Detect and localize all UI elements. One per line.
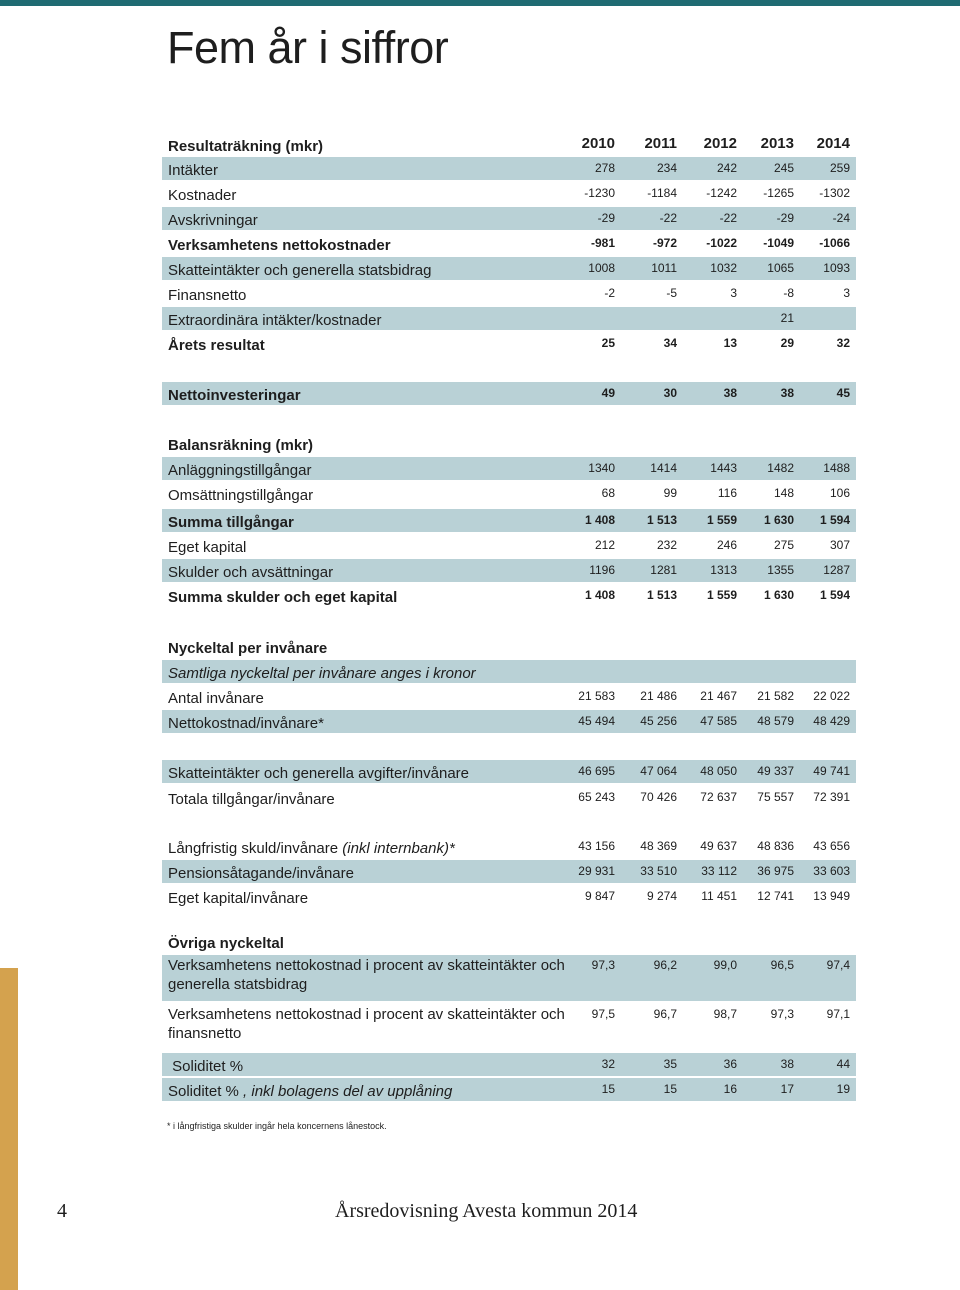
table-row xyxy=(162,1053,856,1076)
cell-value: 12 741 xyxy=(757,889,794,903)
row-label: Totala tillgångar/invånare xyxy=(168,791,335,808)
row-label: Finansnetto xyxy=(168,287,247,304)
cell-value: 1 559 xyxy=(706,588,737,602)
year-header: 2014 xyxy=(816,135,850,152)
row-label-italic: , inkl bolagens del av upplåning xyxy=(243,1083,453,1100)
cell-value: 97,3 xyxy=(770,1007,794,1021)
cell-value: -24 xyxy=(832,211,850,225)
per-capita-note: Samtliga nyckeltal per invånare anges i kronor xyxy=(168,665,476,682)
cell-value: 9 274 xyxy=(646,889,677,903)
row-label: Avskrivningar xyxy=(168,212,258,229)
row-label xyxy=(168,839,455,858)
table-row xyxy=(162,786,856,809)
cell-value: 45 256 xyxy=(640,714,677,728)
table-row xyxy=(162,584,856,607)
cell-value: 43 156 xyxy=(578,839,615,853)
cell-value: 75 557 xyxy=(757,790,794,804)
row-label: Anläggningstillgångar xyxy=(168,462,312,479)
cell-value: 49 741 xyxy=(813,764,850,778)
cell-value: -981 xyxy=(590,236,615,250)
cell-value: 29 931 xyxy=(578,864,615,878)
cell-value: 97,3 xyxy=(591,958,615,972)
cell-value: 29 xyxy=(780,336,794,350)
cell-value: 96,7 xyxy=(653,1007,677,1021)
cell-value: 30 xyxy=(663,386,677,400)
cell-value: 1 594 xyxy=(819,513,850,527)
per-capita-note-row xyxy=(162,660,856,683)
report-title: Årsredovisning Avesta kommun 2014 xyxy=(335,1200,638,1222)
year-header: 2012 xyxy=(703,135,737,152)
cell-value: 307 xyxy=(829,538,850,552)
cell-value: 1482 xyxy=(767,461,794,475)
cell-value: 1 559 xyxy=(706,513,737,527)
row-label: Extraordinära intäkter/kostnader xyxy=(168,312,382,329)
cell-value: 1 408 xyxy=(584,513,615,527)
cell-value: 33 603 xyxy=(813,864,850,878)
cell-value: 47 064 xyxy=(640,764,677,778)
cell-value: 15 xyxy=(663,1082,677,1096)
cell-value: 33 510 xyxy=(640,864,677,878)
table-row xyxy=(162,1004,856,1050)
cell-value: 1196 xyxy=(589,563,615,577)
cell-value: 259 xyxy=(829,161,850,175)
cell-value: -1066 xyxy=(819,236,850,250)
table-row xyxy=(162,207,856,230)
cell-value: 97,1 xyxy=(826,1007,850,1021)
cell-value: -1049 xyxy=(763,236,794,250)
row-label: Kostnader xyxy=(168,187,237,204)
table-row xyxy=(162,232,856,255)
row-label: Summa tillgångar xyxy=(168,514,294,531)
cell-value: 13 949 xyxy=(813,889,850,903)
table-row xyxy=(162,955,856,1001)
cell-value: 17 xyxy=(780,1082,794,1096)
row-label: Intäkter xyxy=(168,162,219,179)
cell-value: 16 xyxy=(723,1082,737,1096)
cell-value: 1011 xyxy=(651,261,677,275)
table-row xyxy=(162,182,856,205)
cell-value: 49 637 xyxy=(700,839,737,853)
cell-value: 275 xyxy=(773,538,794,552)
cell-value: 38 xyxy=(780,386,794,400)
cell-value: 35 xyxy=(663,1057,677,1071)
cell-value: 47 585 xyxy=(700,714,737,728)
cell-value: 72 391 xyxy=(813,790,850,804)
table-row xyxy=(162,332,856,355)
cell-value: -1230 xyxy=(584,186,615,200)
cell-value: 70 426 xyxy=(640,790,677,804)
cell-value: -1022 xyxy=(706,236,737,250)
cell-value: 48 050 xyxy=(700,764,737,778)
cell-value: 22 022 xyxy=(813,689,850,703)
cell-value: 43 656 xyxy=(813,839,850,853)
cell-value: 1287 xyxy=(823,563,850,577)
row-label: Verksamhetens nettokostnad i procent av skatteintäkter och finansnetto xyxy=(168,1006,565,1042)
cell-value: -1265 xyxy=(763,186,794,200)
cell-value: 21 582 xyxy=(757,689,794,703)
table-row xyxy=(162,710,856,733)
row-label: Skulder och avsättningar xyxy=(168,564,334,581)
cell-value: 21 467 xyxy=(700,689,737,703)
cell-value: -2 xyxy=(604,286,615,300)
table-row xyxy=(162,457,856,480)
cell-value: 1008 xyxy=(588,261,615,275)
cell-value: 97,5 xyxy=(591,1007,615,1021)
table-row xyxy=(162,760,856,783)
row-label: Nettokostnad/invånare* xyxy=(168,715,324,732)
cell-value: -22 xyxy=(719,211,737,225)
top-accent-bar xyxy=(0,0,960,6)
row-label: Skatteintäkter och generella avgifter/invånare xyxy=(168,765,470,782)
row-label-italic: (inkl internbank)* xyxy=(342,840,455,857)
cell-value: 212 xyxy=(594,538,615,552)
cell-value: 49 xyxy=(601,386,615,400)
cell-value: -29 xyxy=(597,211,615,225)
cell-value: 1065 xyxy=(767,261,794,275)
cell-value: 1093 xyxy=(823,261,850,275)
cell-value: 48 369 xyxy=(640,839,677,853)
cell-value: 1488 xyxy=(823,461,850,475)
cell-value: 234 xyxy=(656,161,677,175)
table-row xyxy=(162,534,856,557)
cell-value: 1443 xyxy=(710,461,737,475)
cell-value: 3 xyxy=(843,286,850,300)
other-header-row xyxy=(162,930,856,953)
row-label: Skatteintäkter och generella statsbidrag xyxy=(168,262,432,279)
other-heading: Övriga nyckeltal xyxy=(168,935,284,952)
cell-value: 38 xyxy=(723,386,737,400)
cell-value: 48 579 xyxy=(757,714,794,728)
table-row xyxy=(162,860,856,883)
row-label: Soliditet % xyxy=(168,1058,244,1075)
cell-value: 96,5 xyxy=(770,958,794,972)
row-label: Eget kapital xyxy=(168,539,247,556)
table-row xyxy=(162,559,856,582)
row-label: Omsättningstillgångar xyxy=(168,487,314,504)
year-header: 2010 xyxy=(581,135,615,152)
cell-value: 1 594 xyxy=(819,588,850,602)
cell-value: 106 xyxy=(829,486,850,500)
cell-value: 49 337 xyxy=(757,764,794,778)
cell-value: -8 xyxy=(783,286,794,300)
table-row xyxy=(162,685,856,708)
cell-value: 34 xyxy=(663,336,677,350)
cell-value: 68 xyxy=(601,486,615,500)
cell-value: 21 xyxy=(780,311,794,325)
cell-value: -29 xyxy=(776,211,794,225)
cell-value: 36 xyxy=(723,1057,737,1071)
result-heading: Resultaträkning (mkr) xyxy=(168,138,324,155)
row-label xyxy=(168,1082,452,1101)
side-accent-tab xyxy=(0,968,18,1290)
page-title: Fem år i siffror xyxy=(167,22,449,73)
cell-value: 1281 xyxy=(650,563,677,577)
row-label: Nettoinvesteringar xyxy=(168,387,301,404)
table-row xyxy=(162,1078,856,1101)
cell-value: 246 xyxy=(716,538,737,552)
table-row xyxy=(162,835,856,858)
row-label: Antal invånare xyxy=(168,690,264,707)
table-row xyxy=(162,282,856,305)
cell-value: 1313 xyxy=(710,563,737,577)
cell-value: 245 xyxy=(773,161,794,175)
cell-value: -5 xyxy=(666,286,677,300)
cell-value: 15 xyxy=(601,1082,615,1096)
per-capita-header-row xyxy=(162,635,856,658)
cell-value: -1242 xyxy=(706,186,737,200)
cell-value: 242 xyxy=(716,161,737,175)
cell-value: 45 494 xyxy=(578,714,615,728)
cell-value: 232 xyxy=(656,538,677,552)
investments-row xyxy=(162,382,856,405)
cell-value: 72 637 xyxy=(700,790,737,804)
cell-value: 1355 xyxy=(767,563,794,577)
cell-value: 278 xyxy=(594,161,615,175)
cell-value: -1302 xyxy=(819,186,850,200)
row-label: Årets resultat xyxy=(168,337,265,354)
table-row xyxy=(162,257,856,280)
cell-value: 21 583 xyxy=(578,689,615,703)
cell-value: 1 408 xyxy=(584,588,615,602)
cell-value: 48 836 xyxy=(757,839,794,853)
cell-value: 148 xyxy=(773,486,794,500)
row-label-text: Långfristig skuld/invånare xyxy=(168,840,343,857)
cell-value: 48 429 xyxy=(813,714,850,728)
cell-value: 32 xyxy=(836,336,850,350)
table-row xyxy=(162,157,856,180)
cell-value: 11 451 xyxy=(701,889,737,903)
cell-value: 65 243 xyxy=(578,790,615,804)
year-header: 2011 xyxy=(644,135,677,152)
year-header: 2013 xyxy=(760,135,794,152)
cell-value: 33 112 xyxy=(701,864,737,878)
cell-value: 116 xyxy=(717,486,737,500)
cell-value: -1184 xyxy=(647,186,677,200)
cell-value: 46 695 xyxy=(578,764,615,778)
cell-value: 1032 xyxy=(710,261,737,275)
row-label: Summa skulder och eget kapital xyxy=(168,589,398,606)
cell-value: 25 xyxy=(601,336,615,350)
cell-value: 1 630 xyxy=(763,588,794,602)
balance-heading: Balansräkning (mkr) xyxy=(168,437,314,454)
page-number: 4 xyxy=(57,1200,67,1222)
cell-value: 13 xyxy=(723,336,737,350)
cell-value: 9 847 xyxy=(584,889,615,903)
cell-value: 1 513 xyxy=(646,513,677,527)
cell-value: 19 xyxy=(836,1082,850,1096)
cell-value: 45 xyxy=(836,386,850,400)
row-label: Eget kapital/invånare xyxy=(168,890,309,907)
table-row xyxy=(162,482,856,505)
cell-value: 3 xyxy=(730,286,737,300)
cell-value: 44 xyxy=(836,1057,850,1071)
balance-header-row xyxy=(162,432,856,455)
cell-value: 21 486 xyxy=(640,689,677,703)
cell-value: -22 xyxy=(659,211,677,225)
cell-value: 99,0 xyxy=(713,958,737,972)
cell-value: 1340 xyxy=(588,461,615,475)
row-label: Verksamhetens nettokostnad i procent av skatteintäkter och generella statsbidrag xyxy=(168,957,565,993)
cell-value: 98,7 xyxy=(713,1007,737,1021)
cell-value: -972 xyxy=(652,236,677,250)
cell-value: 32 xyxy=(601,1057,615,1071)
cell-value: 1 513 xyxy=(646,588,677,602)
cell-value: 1414 xyxy=(650,461,677,475)
row-label-text: Soliditet % xyxy=(168,1083,244,1100)
table-row xyxy=(162,307,856,330)
table-row xyxy=(162,885,856,908)
table-row xyxy=(162,509,856,532)
cell-value: 99 xyxy=(663,486,677,500)
cell-value: 97,4 xyxy=(826,958,850,972)
per-capita-heading: Nyckeltal per invånare xyxy=(168,640,328,657)
row-label: Verksamhetens nettokostnader xyxy=(168,237,391,254)
cell-value: 1 630 xyxy=(763,513,794,527)
result-header-row xyxy=(162,133,856,156)
cell-value: 38 xyxy=(780,1057,794,1071)
cell-value: 96,2 xyxy=(653,958,677,972)
cell-value: 36 975 xyxy=(757,864,794,878)
row-label: Pensionsåtagande/invånare xyxy=(168,865,354,882)
footnote: * i långfristiga skulder ingår hela koncernens lånestock. xyxy=(167,1121,387,1131)
